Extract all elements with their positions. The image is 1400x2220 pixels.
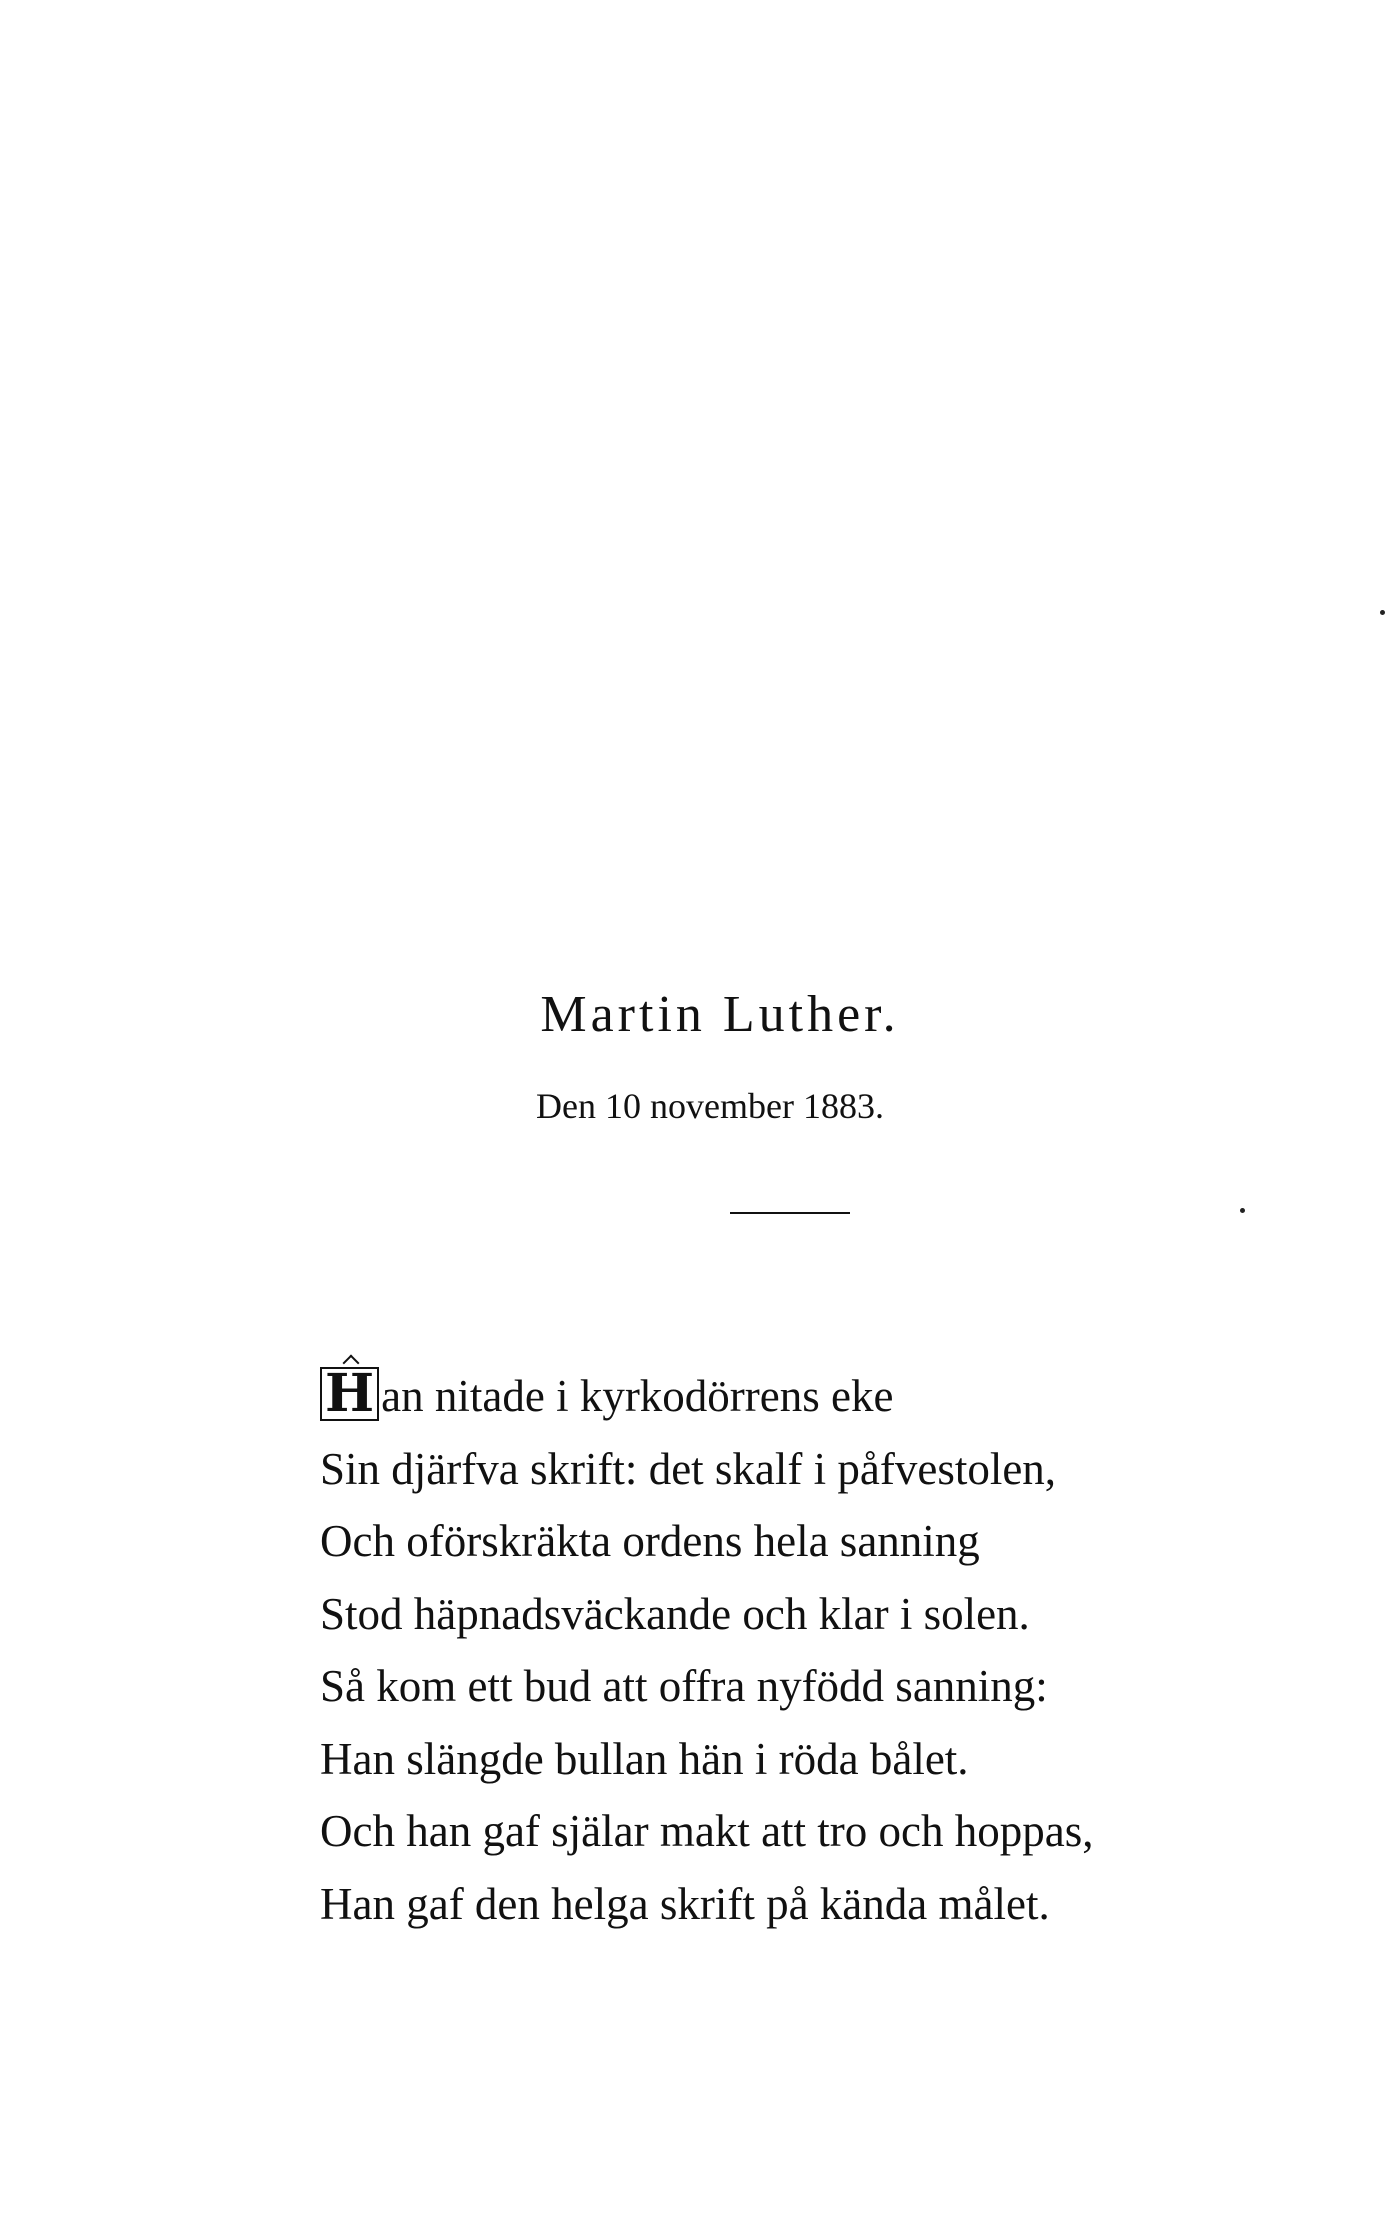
separator-rule: [730, 1212, 850, 1214]
poem-line: Så kom ett bud att offra nyfödd sanning:: [320, 1661, 1048, 1711]
print-speck: [1240, 1208, 1245, 1213]
poem-title: Martin Luther.: [540, 986, 900, 1043]
poem-line: Och oförskräkta ordens hela sanning: [320, 1516, 980, 1566]
poem-line: [320, 1360, 1320, 1433]
poem-line-text: an nitade i kyrkodörrens eke: [381, 1371, 894, 1421]
poem-body: [320, 1360, 1320, 1940]
poem-line: Och han gaf själar makt att tro och hoppas,: [320, 1806, 1094, 1856]
poem-date: Den 10 november 1883.: [536, 1086, 884, 1126]
poem-line: Han slängde bullan hän i röda bålet.: [320, 1733, 969, 1784]
print-speck: [1380, 610, 1385, 615]
poem-line: Sin djärfva skrift: det skalf i påfvestolen,: [320, 1443, 1057, 1494]
poem-line: Han gaf den helga skrift på kända målet.: [320, 1878, 1050, 1929]
drop-cap: H: [320, 1367, 379, 1421]
poem-line: Stod häpnadsväckande och klar i solen.: [320, 1588, 1030, 1639]
